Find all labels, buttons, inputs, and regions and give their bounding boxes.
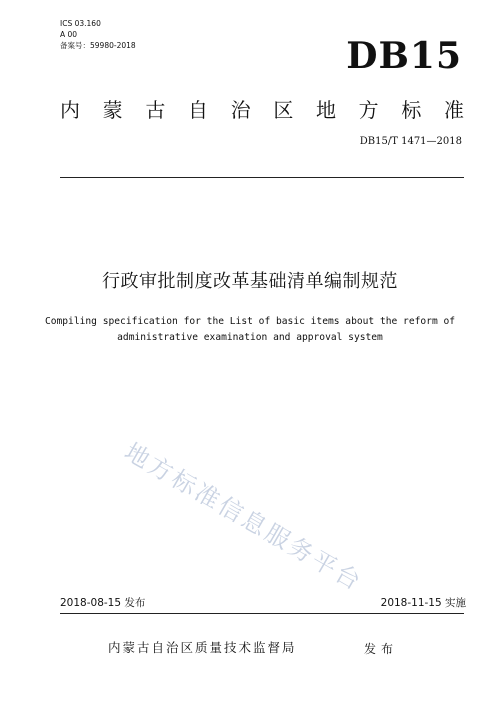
bottom-divider: [60, 613, 464, 614]
metadata-block: [60, 18, 136, 51]
standard-number: DB15/T 1471—2018: [359, 136, 462, 147]
standard-type-title: 内蒙古自治区地方标准: [60, 98, 464, 122]
publish-date: 2018-08-15 发布: [60, 597, 146, 609]
english-title-line1: Compiling specification for the List of basic items about the reform of: [44, 316, 456, 327]
category-code: A 00: [60, 30, 78, 39]
document-title: 行政审批制度改革基础清单编制规范: [102, 271, 398, 292]
filing-number: 备案号：59980-2018: [60, 41, 136, 50]
ics-code: ICS 03.160: [60, 19, 101, 28]
watermark: 地方标准信息服务平台: [119, 437, 368, 597]
english-title: [44, 314, 456, 346]
implement-date: 2018-11-15 实施: [380, 597, 466, 609]
top-divider: [60, 177, 464, 178]
english-title-line2: administrative examination and approval system: [117, 332, 383, 343]
issuer-action: 发布: [364, 642, 399, 656]
db-logo: DB15: [346, 35, 462, 77]
issuer-name: 内蒙古自治区质量技术监督局: [108, 640, 297, 655]
